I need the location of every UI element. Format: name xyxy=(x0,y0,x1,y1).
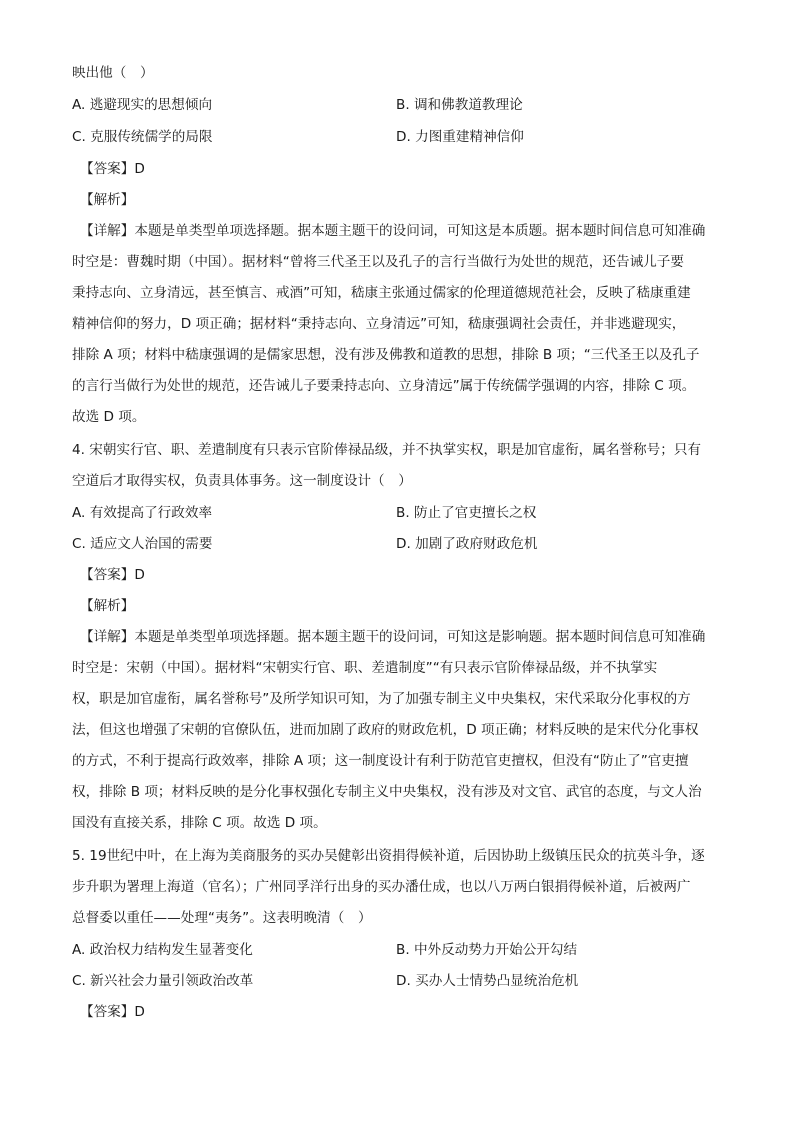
q4-option-c: C. 适应文人治国的需要 xyxy=(72,536,213,552)
q5-option-c: C. 新兴社会力量引领政治改革 xyxy=(72,973,254,989)
q3-detail-line: 精神信仰的努力，D 项正确；据材料“秉持志向、立身清远”可知，嵇康强调社会责任，并非逃避现实， xyxy=(72,316,686,332)
q3-detail-line: 的言行当做行为处世的规范，还告诫儿子要秉持志向、立身清远”属于传统儒学强调的内容，排除 C 项。 xyxy=(72,378,696,394)
q3-analysis-label: 【解析】 xyxy=(80,192,135,208)
question-3-stem-tail: 映出他（ ） xyxy=(72,65,154,81)
q3-detail-line: 排除 A 项；材料中嵇康强调的是儒家思想，没有涉及佛教和道教的思想，排除 B 项；“三代圣王以及孔子 xyxy=(72,347,700,363)
q3-option-c: C. 克服传统儒学的局限 xyxy=(72,129,213,145)
q4-analysis-label: 【解析】 xyxy=(80,598,135,614)
q3-option-b: B. 调和佛教道教理论 xyxy=(396,97,523,113)
q3-detail-line: 秉持志向、立身清远，甚至慎言、戒酒”可知，嵇康主张通过儒家的伦理道德规范社会，反映了嵇康重建 xyxy=(72,285,691,301)
q3-option-a: A. 逃避现实的思想倾向 xyxy=(72,97,213,113)
q4-detail-line: 时空是：宋朝（中国）。据材料“宋朝实行官、职、差遣制度”“有只表示官阶俸禄品级，并不执掌实 xyxy=(72,660,658,676)
question-5-stem: 步升职为署理上海道（官名）；广州同孚洋行出身的买办潘仕成，也以八万两白银捐得候补道，后被两广 xyxy=(72,879,691,895)
q5-option-b: B. 中外反动势力开始公开勾结 xyxy=(396,942,578,958)
q5-option-d: D. 买办人士情势凸显统治危机 xyxy=(396,973,579,989)
question-4-stem: 空道后才取得实权，负责具体事务。这一制度设计（ ） xyxy=(72,473,412,489)
q4-detail-line: 权，职是加官虚衔，属名誉称号”及所学知识可知，为了加强专制主义中央集权，宋代采取分化事权的方 xyxy=(72,691,691,707)
question-5-stem: 总督委以重任——处理“夷务”。这表明晚清（ ） xyxy=(72,910,372,926)
q3-detail-line: 故选 D 项。 xyxy=(72,409,146,425)
question-4-stem: 4. 宋朝实行官、职、差遣制度有只表示官阶俸禄品级，并不执掌实权，职是加官虚衔，属名誉称号；只有 xyxy=(72,442,702,458)
q3-answer: 【答案】D xyxy=(80,161,145,177)
q4-detail-line: 【详解】本题是单类型单项选择题。据本题主题干的设问词，可知这是影响题。据本题时间信息可知准确 xyxy=(80,629,706,645)
q3-detail-line: 【详解】本题是单类型单项选择题。据本题主题干的设问词，可知这是本质题。据本题时间信息可知准确 xyxy=(80,223,706,239)
q5-option-a: A. 政治权力结构发生显著变化 xyxy=(72,942,253,958)
q4-detail-line: 国没有直接关系，排除 C 项。故选 D 项。 xyxy=(72,815,327,831)
q5-answer: 【答案】D xyxy=(80,1004,145,1020)
q4-detail-line: 法，但这也增强了宋朝的官僚队伍，进而加剧了政府的财政危机，D 项正确；材料反映的是宋代分化事权 xyxy=(72,722,699,738)
q4-option-a: A. 有效提高了行政效率 xyxy=(72,505,213,521)
q4-detail-line: 的方式，不利于提高行政效率，排除 A 项；这一制度设计有利于防范官吏擅权，但没有“防止了”官吏擅 xyxy=(72,753,689,769)
q4-detail-line: 权，排除 B 项；材料反映的是分化事权强化专制主义中央集权，没有涉及对文官、武官的态度，与文人治 xyxy=(72,784,702,800)
q4-option-b: B. 防止了官吏擅长之权 xyxy=(396,505,537,521)
q3-option-d: D. 力图重建精神信仰 xyxy=(396,129,524,145)
q3-detail-line: 时空是：曹魏时期（中国）。据材料“曾将三代圣王以及孔子的言行当做行为处世的规范，还告诫儿子要 xyxy=(72,254,684,270)
q4-answer: 【答案】D xyxy=(80,567,145,583)
question-5-stem: 5. 19世纪中叶，在上海为美商服务的买办吴健彰出资捐得候补道，后因协助上级镇压民众的抗英斗争，逐 xyxy=(72,848,705,864)
q4-option-d: D. 加剧了政府财政危机 xyxy=(396,536,538,552)
